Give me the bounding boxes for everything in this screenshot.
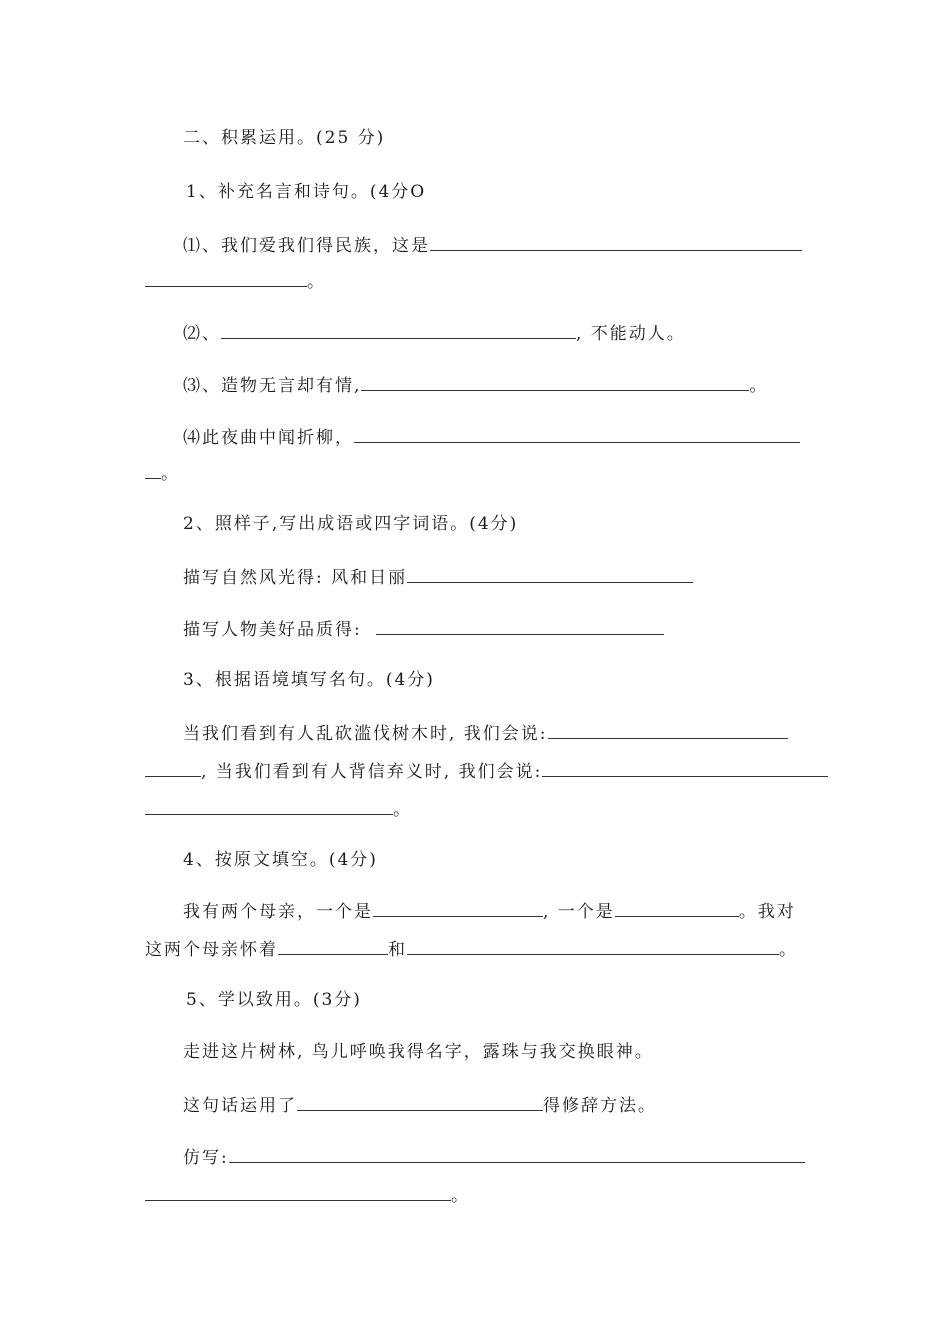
q5-heading: 5、学以致用。(3分): [186, 990, 362, 1010]
q1-heading: 1、补充名言和诗句。(4分O: [186, 182, 427, 202]
q1-item1-cont: 。: [145, 268, 326, 292]
q4-blank2[interactable]: [615, 898, 739, 917]
q1-item1-blank[interactable]: [430, 232, 802, 251]
q3-line1: 当我们看到有人乱砍滥伐树木时, 我们会说:: [183, 720, 788, 744]
q3-line3: 。: [145, 796, 412, 820]
q3-blank1[interactable]: [548, 720, 788, 739]
q2-nature-blank[interactable]: [407, 564, 693, 583]
q2-nature: 描写自然风光得: 风和日丽: [183, 564, 693, 588]
q4-blank4[interactable]: [407, 936, 779, 955]
q4-blank3[interactable]: [278, 936, 388, 955]
q4-line2: 这两个母亲怀着 和 。: [145, 936, 798, 960]
q4-line1: 我有两个母亲，一个是 , 一个是 。我对: [183, 898, 796, 922]
q1-item4-cont: 。: [145, 460, 180, 484]
q1-item3-blank[interactable]: [361, 372, 749, 391]
q5-imitate-cont: 。: [145, 1182, 470, 1206]
q1-item3: ⑶、造物无言却有情, 。: [183, 372, 768, 396]
q2-people-blank[interactable]: [376, 616, 664, 635]
q3-blank2-cont[interactable]: [145, 796, 393, 815]
q2-people: 描写人物美好品质得:: [183, 616, 664, 640]
q1-item1: ⑴、我们爱我们得民族，这是: [183, 232, 802, 256]
q5-imitate-blank[interactable]: [229, 1144, 805, 1163]
q5-rhetoric: 这句话运用了 得修辞方法。: [183, 1092, 657, 1116]
q4-blank1[interactable]: [373, 898, 543, 917]
q1-item1-blank-cont[interactable]: [145, 268, 307, 287]
q1-item4-blank-cont[interactable]: [145, 460, 161, 479]
section-title: 二、积累运用。(25 分): [183, 128, 386, 148]
q5-rhetoric-blank[interactable]: [297, 1092, 543, 1111]
q3-heading: 3、根据语境填写名句。(4分): [183, 670, 435, 690]
q3-blank1-cont[interactable]: [145, 758, 201, 777]
q1-item4: ⑷此夜曲中闻折柳，: [183, 424, 800, 448]
q5-imitate-blank-cont[interactable]: [145, 1182, 451, 1201]
q1-item2: ⑵、 , 不能动人。: [183, 320, 686, 344]
q3-blank2[interactable]: [542, 758, 828, 777]
q2-heading: 2、照样子,写出成语或四字词语。(4分): [183, 514, 519, 534]
q1-item2-blank[interactable]: [221, 320, 576, 339]
q1-item4-blank[interactable]: [354, 424, 800, 443]
q5-imitate: 仿写:: [183, 1144, 805, 1168]
q4-heading: 4、按原文填空。(4分): [183, 850, 378, 870]
q3-line2: , 当我们看到有人背信弃义时, 我们会说:: [145, 758, 828, 782]
q5-sentence: 走进这片树林, 鸟儿呼唤我得名字，露珠与我交换眼神。: [183, 1042, 654, 1062]
